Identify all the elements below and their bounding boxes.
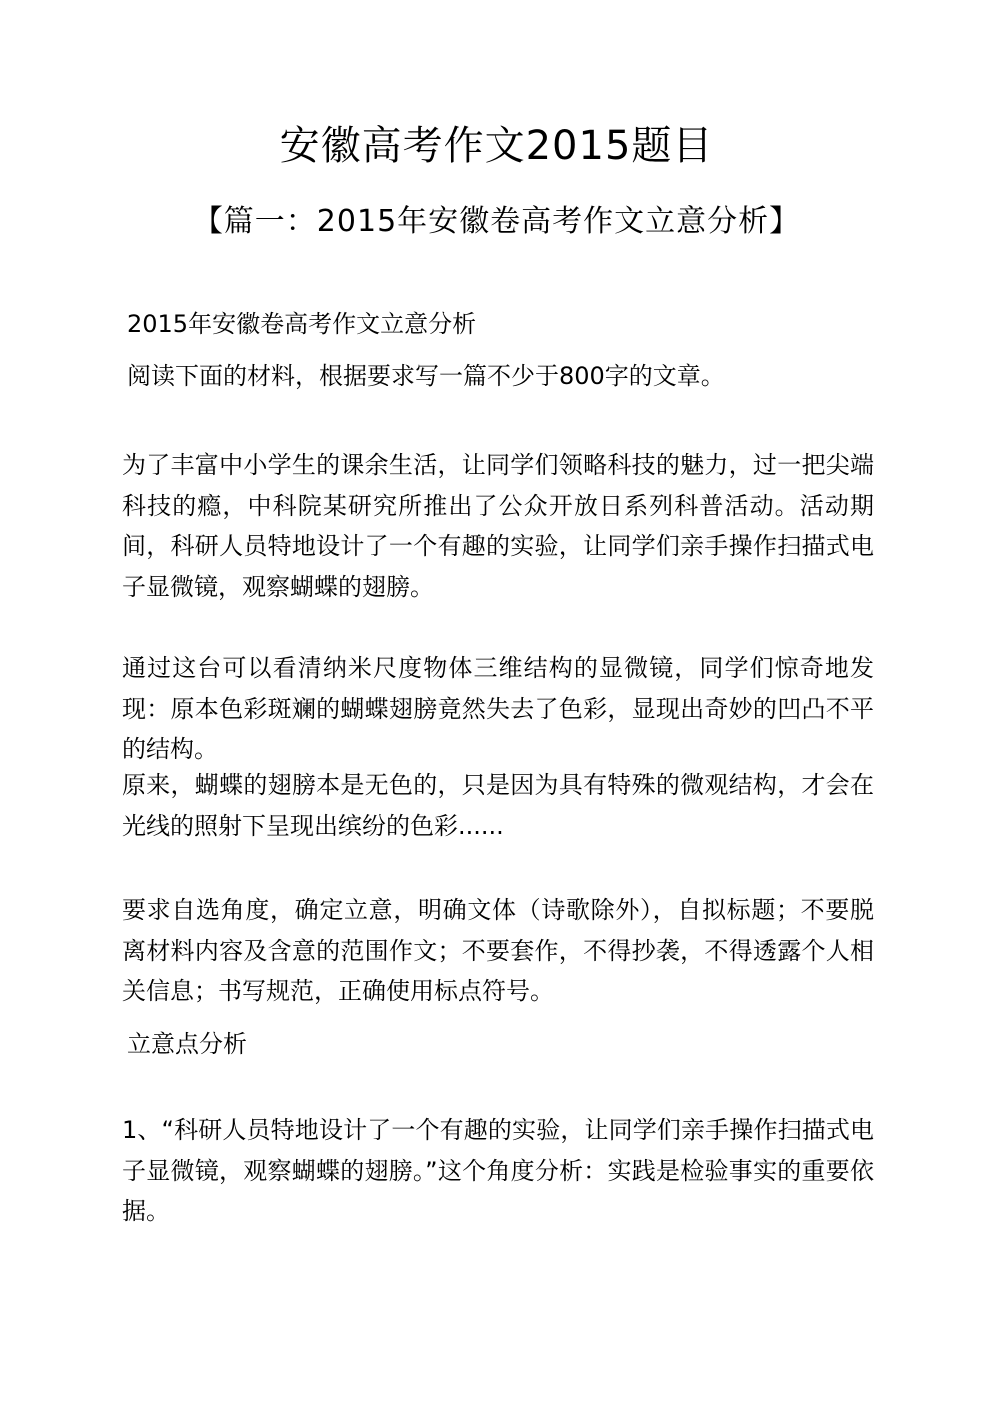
article-heading: 2015年安徽卷高考作文立意分析	[127, 310, 477, 338]
page-title: 安徽高考作文2015题目	[279, 123, 714, 169]
analysis-point-1: 1、“科研人员特地设计了一个有趣的实验，让同学们亲手操作扫描式电子显微镜，观察蝴蝶的翅膀。”这个角度分析：实践是检验事实的重要依据。	[122, 1116, 874, 1225]
section-subtitle: 【篇一：2015年安徽卷高考作文立意分析】	[192, 204, 801, 239]
material-paragraph-2: 通过这台可以看清纳米尺度物体三维结构的显微镜，同学们惊奇地发现：原本色彩斑斓的蝴蝶翅膀竟然失去了色彩，显现出奇妙的凹凸不平的结构。	[122, 654, 874, 763]
material-paragraph-3: 原来，蝴蝶的翅膀本是无色的，只是因为具有特殊的微观结构，才会在光线的照射下呈现出缤纷的色彩......	[122, 771, 874, 840]
requirements-paragraph: 要求自选角度，确定立意，明确文体（诗歌除外），自拟标题；不要脱离材料内容及含意的范围作文；不要套作，不得抄袭，不得透露个人相关信息；书写规范，正确使用标点符号。	[122, 896, 874, 1005]
analysis-heading: 立意点分析	[127, 1030, 247, 1058]
material-paragraph-1: 为了丰富中小学生的课余生活，让同学们领略科技的魅力，过一把尖端科技的瘾，中科院某研究所推出了公众开放日系列科普活动。活动期间，科研人员特地设计了一个有趣的实验，让同学们亲手操作扫描式电子显微镜，观察蝴蝶的翅膀。	[122, 451, 874, 601]
instruction-text: 阅读下面的材料，根据要求写一篇不少于800字的文章。	[127, 362, 725, 390]
